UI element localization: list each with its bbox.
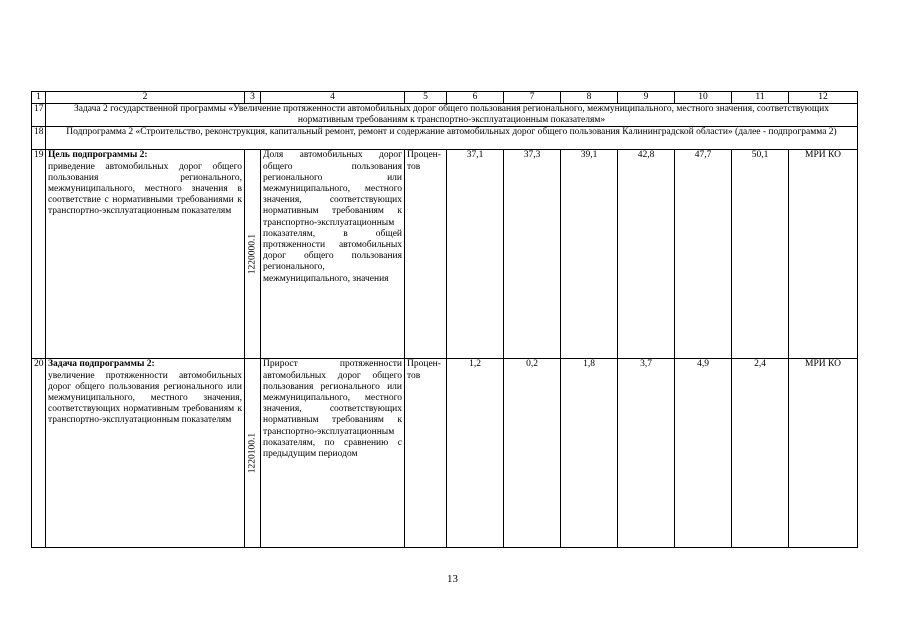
row-number: 19: [32, 150, 46, 359]
table-row: [32, 359, 858, 548]
responsible: МРИ КО: [789, 359, 858, 548]
value-cell: 2,4: [732, 359, 789, 548]
task-cell: [46, 359, 245, 548]
goal-title: Цель подпрограммы 2:: [48, 150, 148, 161]
value-cell: 37,3: [504, 150, 561, 359]
column-header: 3: [245, 92, 261, 104]
code-cell: [245, 359, 261, 548]
column-header: 12: [789, 92, 858, 104]
column-header: 2: [46, 92, 245, 104]
value-cell: 50,1: [732, 150, 789, 359]
column-header: 10: [675, 92, 732, 104]
row-number: 20: [32, 359, 46, 548]
column-number-row: [32, 92, 858, 104]
value-cell: 1,8: [561, 359, 618, 548]
column-header: 8: [561, 92, 618, 104]
unit: Процен-тов: [405, 359, 447, 548]
value-cell: 42,8: [618, 150, 675, 359]
value-cell: 47,7: [675, 150, 732, 359]
table-row: [32, 127, 858, 150]
value-cell: 37,1: [447, 150, 504, 359]
column-header: 7: [504, 92, 561, 104]
row-number: 18: [32, 127, 46, 150]
table-row: [32, 104, 858, 127]
column-header: 9: [618, 92, 675, 104]
task-title: Задача подпрограммы 2:: [48, 359, 155, 370]
indicator-name: Прирост протяженности автомобильных дорог общего пользования регионального или межмуниципального, местного значения, соответствующих нормативным требованиям к транспортно-эксплуатационным показателям, по сравнению с предыдущим периодом: [261, 359, 405, 548]
column-header: 5: [405, 92, 447, 104]
indicators-table: [31, 91, 858, 548]
table-row: [32, 150, 858, 359]
column-header: 11: [732, 92, 789, 104]
column-header: 1: [32, 92, 46, 104]
indicator-code: 1220000.1: [246, 234, 257, 275]
unit: Процен-тов: [405, 150, 447, 359]
value-cell: 3,7: [618, 359, 675, 548]
program-task-text: Задача 2 государственной программы «Увеличение протяженности автомобильных дорог общего пользования регионального, межмуниципального, местного значения, соответствующих нормативным требованиям к транспортно-эксплуатационным показателям»: [46, 104, 858, 127]
column-header: 4: [261, 92, 405, 104]
subprogram-text: Подпрограмма 2 «Строительство, реконструкция, капитальный ремонт, ремонт и содержание автомобильных дорог общего пользования Калининградской области» (далее - подпрограмма 2): [46, 127, 858, 150]
row-number: 17: [32, 104, 46, 127]
column-header: 6: [447, 92, 504, 104]
task-description: увеличение протяженности автомобильных дорог общего пользования регионального или межмуниципального, местного значения, соответствующих нормативным требованиям к транспортно-эксплуатационным показателям: [48, 370, 242, 426]
responsible: МРИ КО: [789, 150, 858, 359]
goal-description: приведение автомобильных дорог общего пользования регионального, межмуниципального, местного значения в соответствие с нормативными требованиями к транспортно-эксплуатационным показателям: [48, 161, 242, 217]
page-number: 13: [447, 573, 458, 585]
value-cell: 39,1: [561, 150, 618, 359]
value-cell: 0,2: [504, 359, 561, 548]
indicator-name: Доля автомобильных дорог общего пользования регионального или межмуниципального, местного значения, соответствующих нормативным требованиям к транспортно-эксплуатационным показателям, в общей протяженности автомобильных дорог общего пользования регионального, межмуниципального, значения: [261, 150, 405, 359]
goal-cell: [46, 150, 245, 359]
value-cell: 4,9: [675, 359, 732, 548]
indicator-code: 1220100.1: [246, 433, 257, 474]
value-cell: 1,2: [447, 359, 504, 548]
code-cell: [245, 150, 261, 359]
